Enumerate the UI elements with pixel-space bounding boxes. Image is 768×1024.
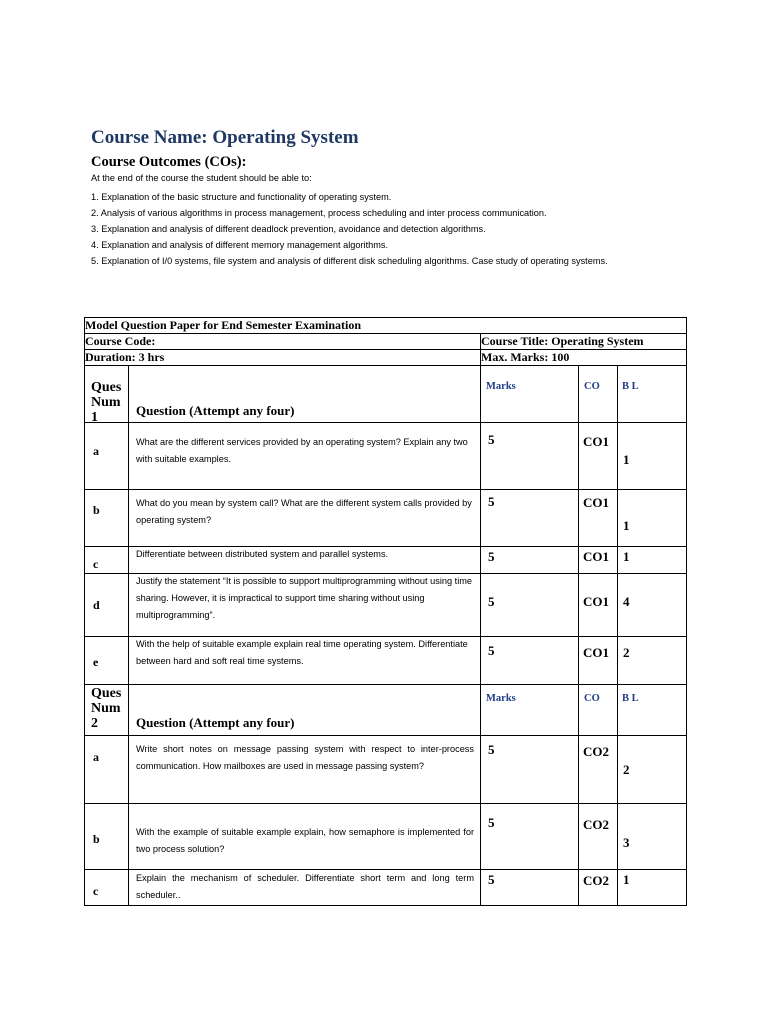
question-marks: 5 [488,432,495,447]
ques-num-line: Num [91,395,121,410]
outcomes-list [91,189,608,269]
question-bl: 1 [623,518,630,533]
question-label: c [93,884,99,898]
question-marks: 5 [488,594,495,609]
question-bl: 4 [623,594,630,609]
question-text: Differentiate between distributed system and parallel systems. [136,549,389,559]
question-label: e [93,655,99,669]
question-co: CO2 [583,817,609,832]
question-co: CO2 [583,873,609,888]
outcome-item: 5. Explanation of I/0 systems, file system and analysis of different disk scheduling algorithms. Case study of operating systems. [91,256,608,266]
question-label: a [93,750,99,764]
question-row [85,870,687,906]
bl-column-header: B L [622,381,639,392]
duration: Duration: 3 hrs [85,350,481,366]
ques-num-line: Num [91,701,121,716]
question-bl: 2 [623,645,630,660]
paper-title-row [85,318,687,334]
ques-num-line: 1 [91,410,98,425]
outcome-item: 2. Analysis of various algorithms in process management, process scheduling and inter process communication. [91,208,547,218]
question-row [85,804,687,870]
question-marks: 5 [488,815,495,830]
section-header-row [85,366,687,423]
section-header-row [85,685,687,736]
question-co: CO1 [583,594,609,609]
course-info-row [85,334,687,350]
question-bl: 3 [623,835,630,850]
max-marks: Max. Marks: 100 [481,350,687,366]
ques-num-line: Ques [91,686,122,701]
question-label: d [93,598,100,612]
ques-num-cell [85,366,129,423]
bl-column-header: B L [622,693,639,704]
marks-column-header: Marks [486,693,516,704]
section-heading: Question (Attempt any four) [136,715,295,730]
question-marks: 5 [488,549,495,564]
question-marks: 5 [488,872,495,887]
section-heading-cell [129,685,481,736]
question-co: CO1 [583,434,609,449]
question-text: With the example of suitable example explain, how semaphore is implemented for two process solution? [136,827,474,854]
outcome-item: 1. Explanation of the basic structure and functionality of operating system. [91,192,392,202]
ques-num-cell [85,685,129,736]
question-row [85,637,687,685]
question-bl: 1 [623,549,630,564]
question-co: CO1 [583,645,609,660]
question-bl: 1 [623,452,630,467]
outcomes-intro: At the end of the course the student should be able to: [91,173,312,183]
course-code: Course Code: [85,334,481,350]
question-text: What do you mean by system call? What are the different system calls provided by operating system? [136,498,472,525]
outcome-item: 4. Explanation and analysis of different memory management algorithms. [91,240,389,250]
course-title-cell: Course Title: Operating System [481,334,687,350]
question-label: b [93,832,100,846]
question-label: c [93,557,99,571]
section-heading: Question (Attempt any four) [136,403,295,418]
question-text: Justify the statement “It is possible to support multiprogramming without using time sharing. However, it is impractical to support time sharing without using multiprogramming”. [136,576,472,620]
question-row [85,423,687,490]
ques-num-line: 2 [91,716,98,731]
question-co: CO1 [583,495,609,510]
question-marks: 5 [488,742,495,757]
question-bl: 2 [623,762,630,777]
question-row [85,547,687,574]
outcomes-heading: Course Outcomes (COs): [91,154,247,170]
question-row [85,490,687,547]
question-bl: 1 [623,872,630,887]
question-label: b [93,503,100,517]
question-row [85,736,687,804]
paper-title: Model Question Paper for End Semester Examination [85,318,687,334]
question-row [85,574,687,637]
ques-num-line: Ques [91,380,122,395]
outcome-item: 3. Explanation and analysis of different deadlock prevention, avoidance and detection algorithms. [91,224,486,234]
question-text: Explain the mechanism of scheduler. Differentiate short term and long term scheduler.. [136,873,474,900]
question-text: Write short notes on message passing system with respect to inter-process communication. How mailboxes are used in message passing system? [136,744,474,771]
co-column-header: CO [584,381,600,392]
question-paper-table [84,317,687,906]
question-label: a [93,444,99,458]
section-heading-cell [129,366,481,423]
marks-column-header: Marks [486,381,516,392]
question-co: CO2 [583,744,609,759]
question-text: What are the different services provided by an operating system? Explain any two with suitable examples. [136,437,468,464]
question-co: CO1 [583,549,609,564]
question-marks: 5 [488,494,495,509]
co-column-header: CO [584,693,600,704]
course-title: Course Name: Operating System [91,127,359,148]
question-marks: 5 [488,643,495,658]
question-text: With the help of suitable example explain real time operating system. Differentiate between hard and soft real time systems. [136,639,468,666]
duration-row [85,350,687,366]
